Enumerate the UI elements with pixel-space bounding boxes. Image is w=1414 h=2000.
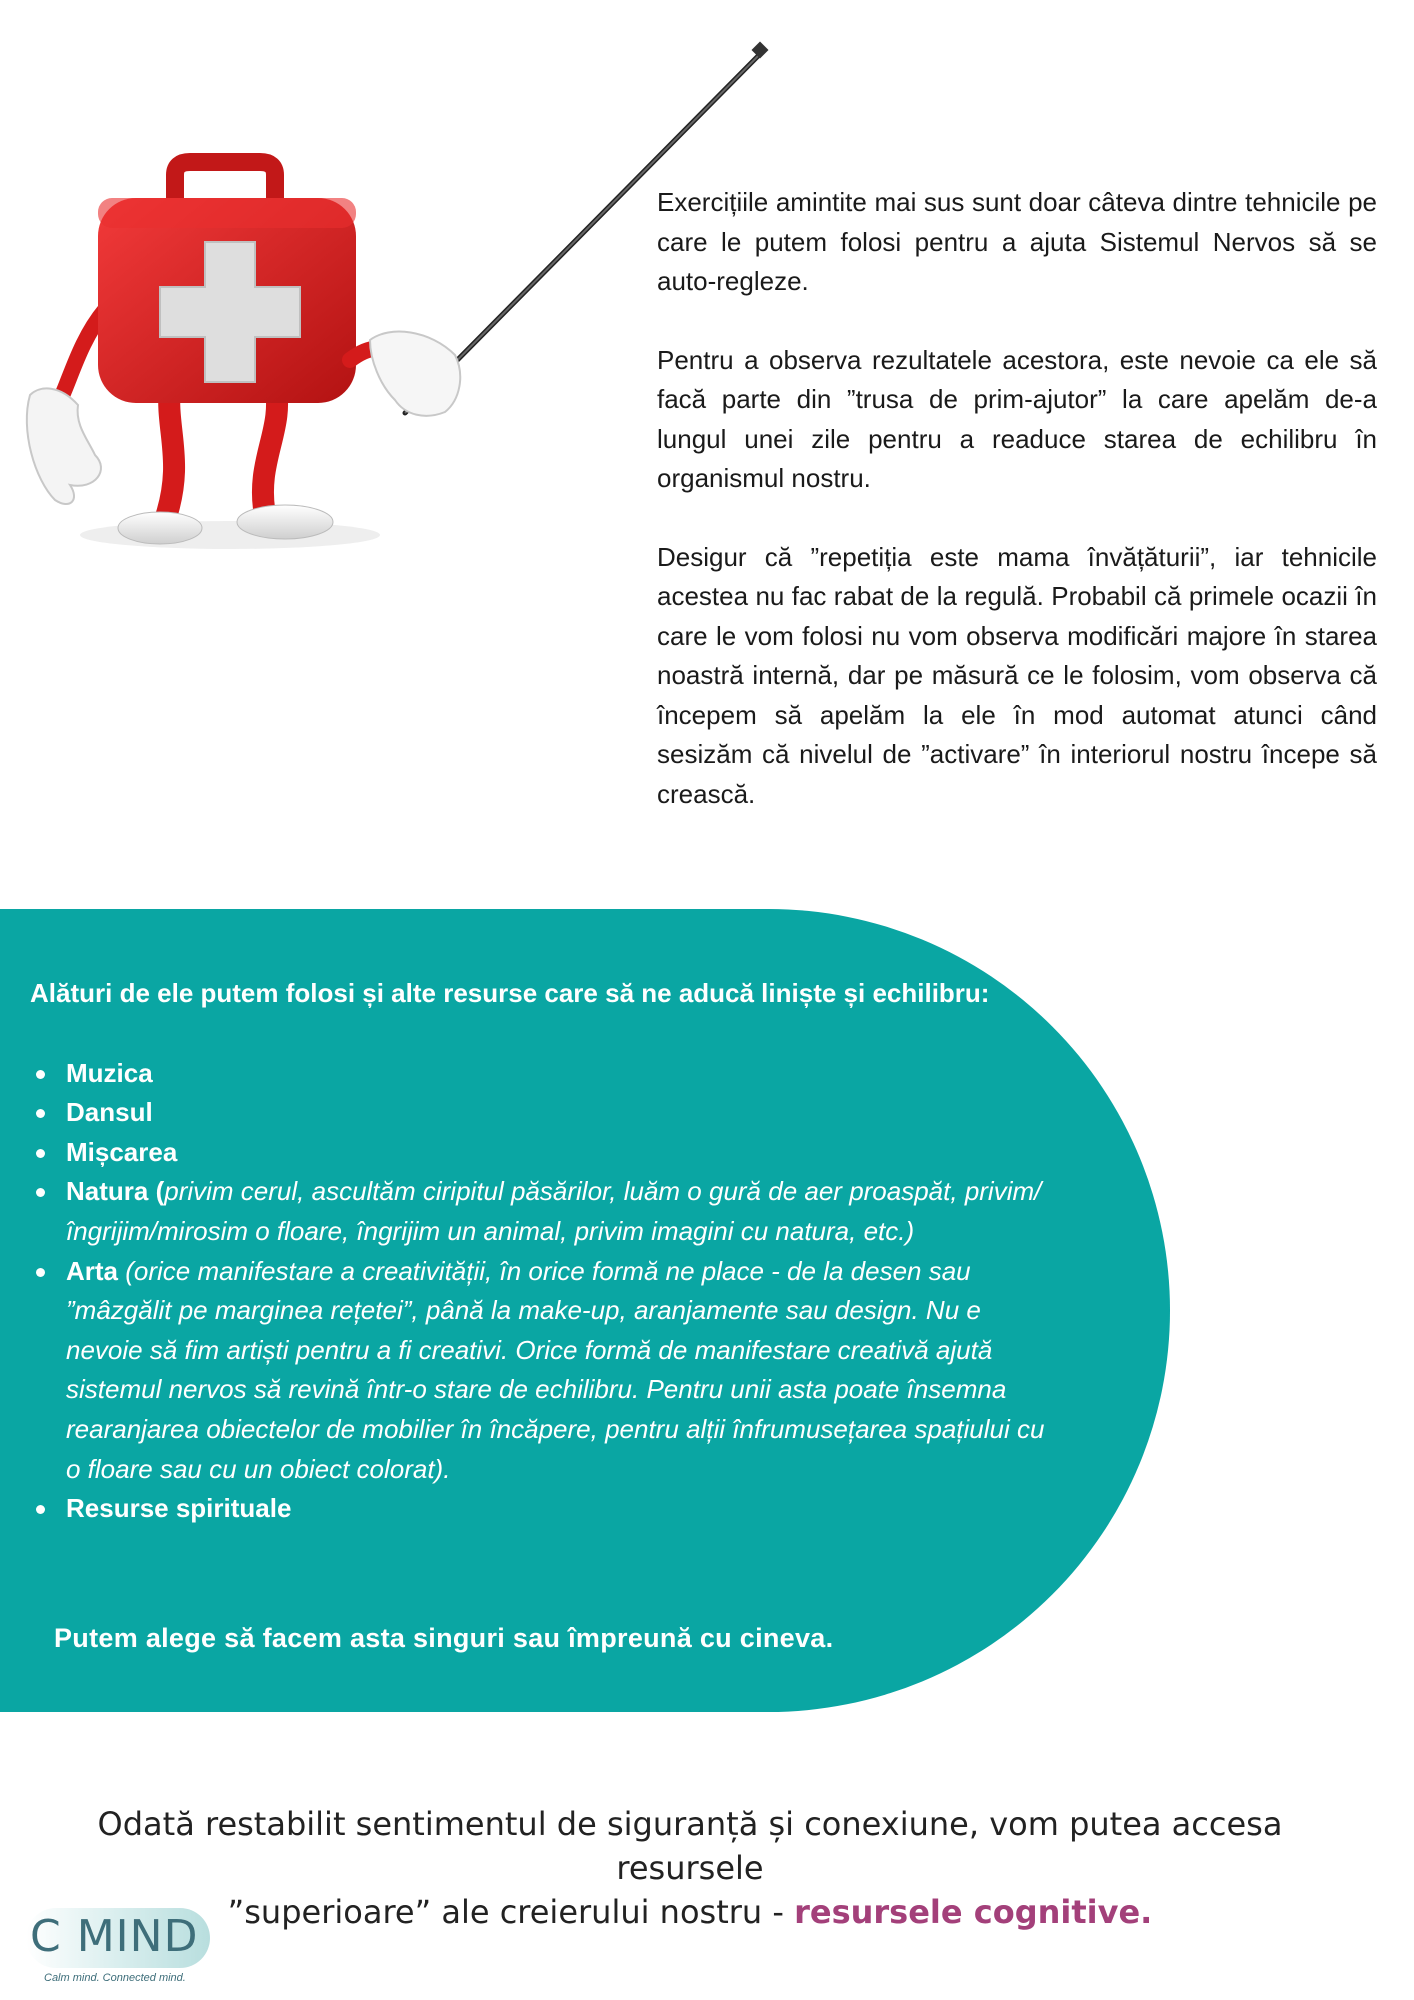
intro-text — [657, 183, 1377, 853]
footer-statement — [30, 1802, 1350, 1934]
footer-line-2-prefix: ”superioare” ale creierului nostru - — [227, 1893, 795, 1931]
intro-paragraph-1: Exercițiile amintite mai sus sunt doar câteva dintre tehnicile pe care le putem folosi pentru a ajuta Sistemul Nervos să se auto-regleze. — [657, 187, 1377, 296]
item-description: (orice manifestare a creativității, în orice formă ne place - de la desen sau ”mâzgălit pe marginea rețetei”, până la make-up, aranjamente sau design. Nu e nevoie să fim artiști pentru a fi creativi. Orice formă de manifestare creativă ajută sistemul nervos să revină într-o stare de echilibru. Pentru unii asta poate însemna rearanjarea obiectelor de mobilier în încăpere, pentru alții înfrumusețarea spațiului cu o floare sau cu un obiect colorat). — [66, 1255, 1045, 1484]
item-description: privim cerul, ascultăm ciripitul păsărilor, luăm o gură de aer proaspăt, privim/îngrijim/mirosim o floare, îngrijim un animal, privim imagini cu natura, etc.) — [66, 1176, 1042, 1246]
cmind-logo — [26, 1908, 226, 1988]
intro-paragraph-2: Pentru a observa rezultatele acestora, este nevoie ca ele să facă parte din ”trusa de prim-ajutor” la care apelăm de-a lungul unei zile pentru a readuce starea de echilibru în organismul nostru. — [657, 344, 1377, 493]
item-label: Natura ( — [66, 1176, 165, 1207]
logo-text: C MIND — [30, 1911, 199, 1962]
resources-panel-content — [30, 974, 1050, 1529]
item-label: Mișcarea — [66, 1136, 178, 1167]
item-label: Resurse spirituale — [66, 1493, 292, 1524]
resources-closing-line: Putem alege să facem asta singuri sau împreună cu cineva. — [54, 1623, 834, 1653]
resources-list — [30, 1054, 1050, 1529]
item-label: Dansul — [66, 1097, 153, 1128]
list-item — [30, 1489, 1050, 1529]
footer-line-2 — [30, 1890, 1350, 1934]
footer-accent-text: resursele cognitive. — [794, 1893, 1153, 1931]
intro-paragraph-3: Desigur că ”repetiția este mama învățăturii”, iar tehnicile acestea nu fac rabat de la regulă. Probabil că primele ocazii în care le vom folosi nu vom observa modificări majore în starea noastră internă, dar pe măsură ce le folosim, vom observa că începem să apelăm la ele în mod automat atunci când sesizăm că nivelul de ”activare” în interiorul nostru începe să crească. — [657, 541, 1377, 809]
list-item — [30, 1054, 1050, 1094]
item-label: Arta — [66, 1255, 119, 1286]
item-label: Muzica — [66, 1057, 153, 1088]
list-item — [30, 1172, 1050, 1251]
footer-line-1: Odată restabilit sentimentul de siguranță și conexiune, vom putea accesa resursele — [97, 1805, 1283, 1887]
resources-heading: Alături de ele putem folosi și alte resurse care să ne aducă liniște și echilibru: — [30, 978, 990, 1008]
list-item — [30, 1133, 1050, 1173]
list-item — [30, 1093, 1050, 1133]
logo-tagline: Calm mind. Connected mind. — [44, 1972, 186, 1984]
list-item — [30, 1252, 1050, 1490]
